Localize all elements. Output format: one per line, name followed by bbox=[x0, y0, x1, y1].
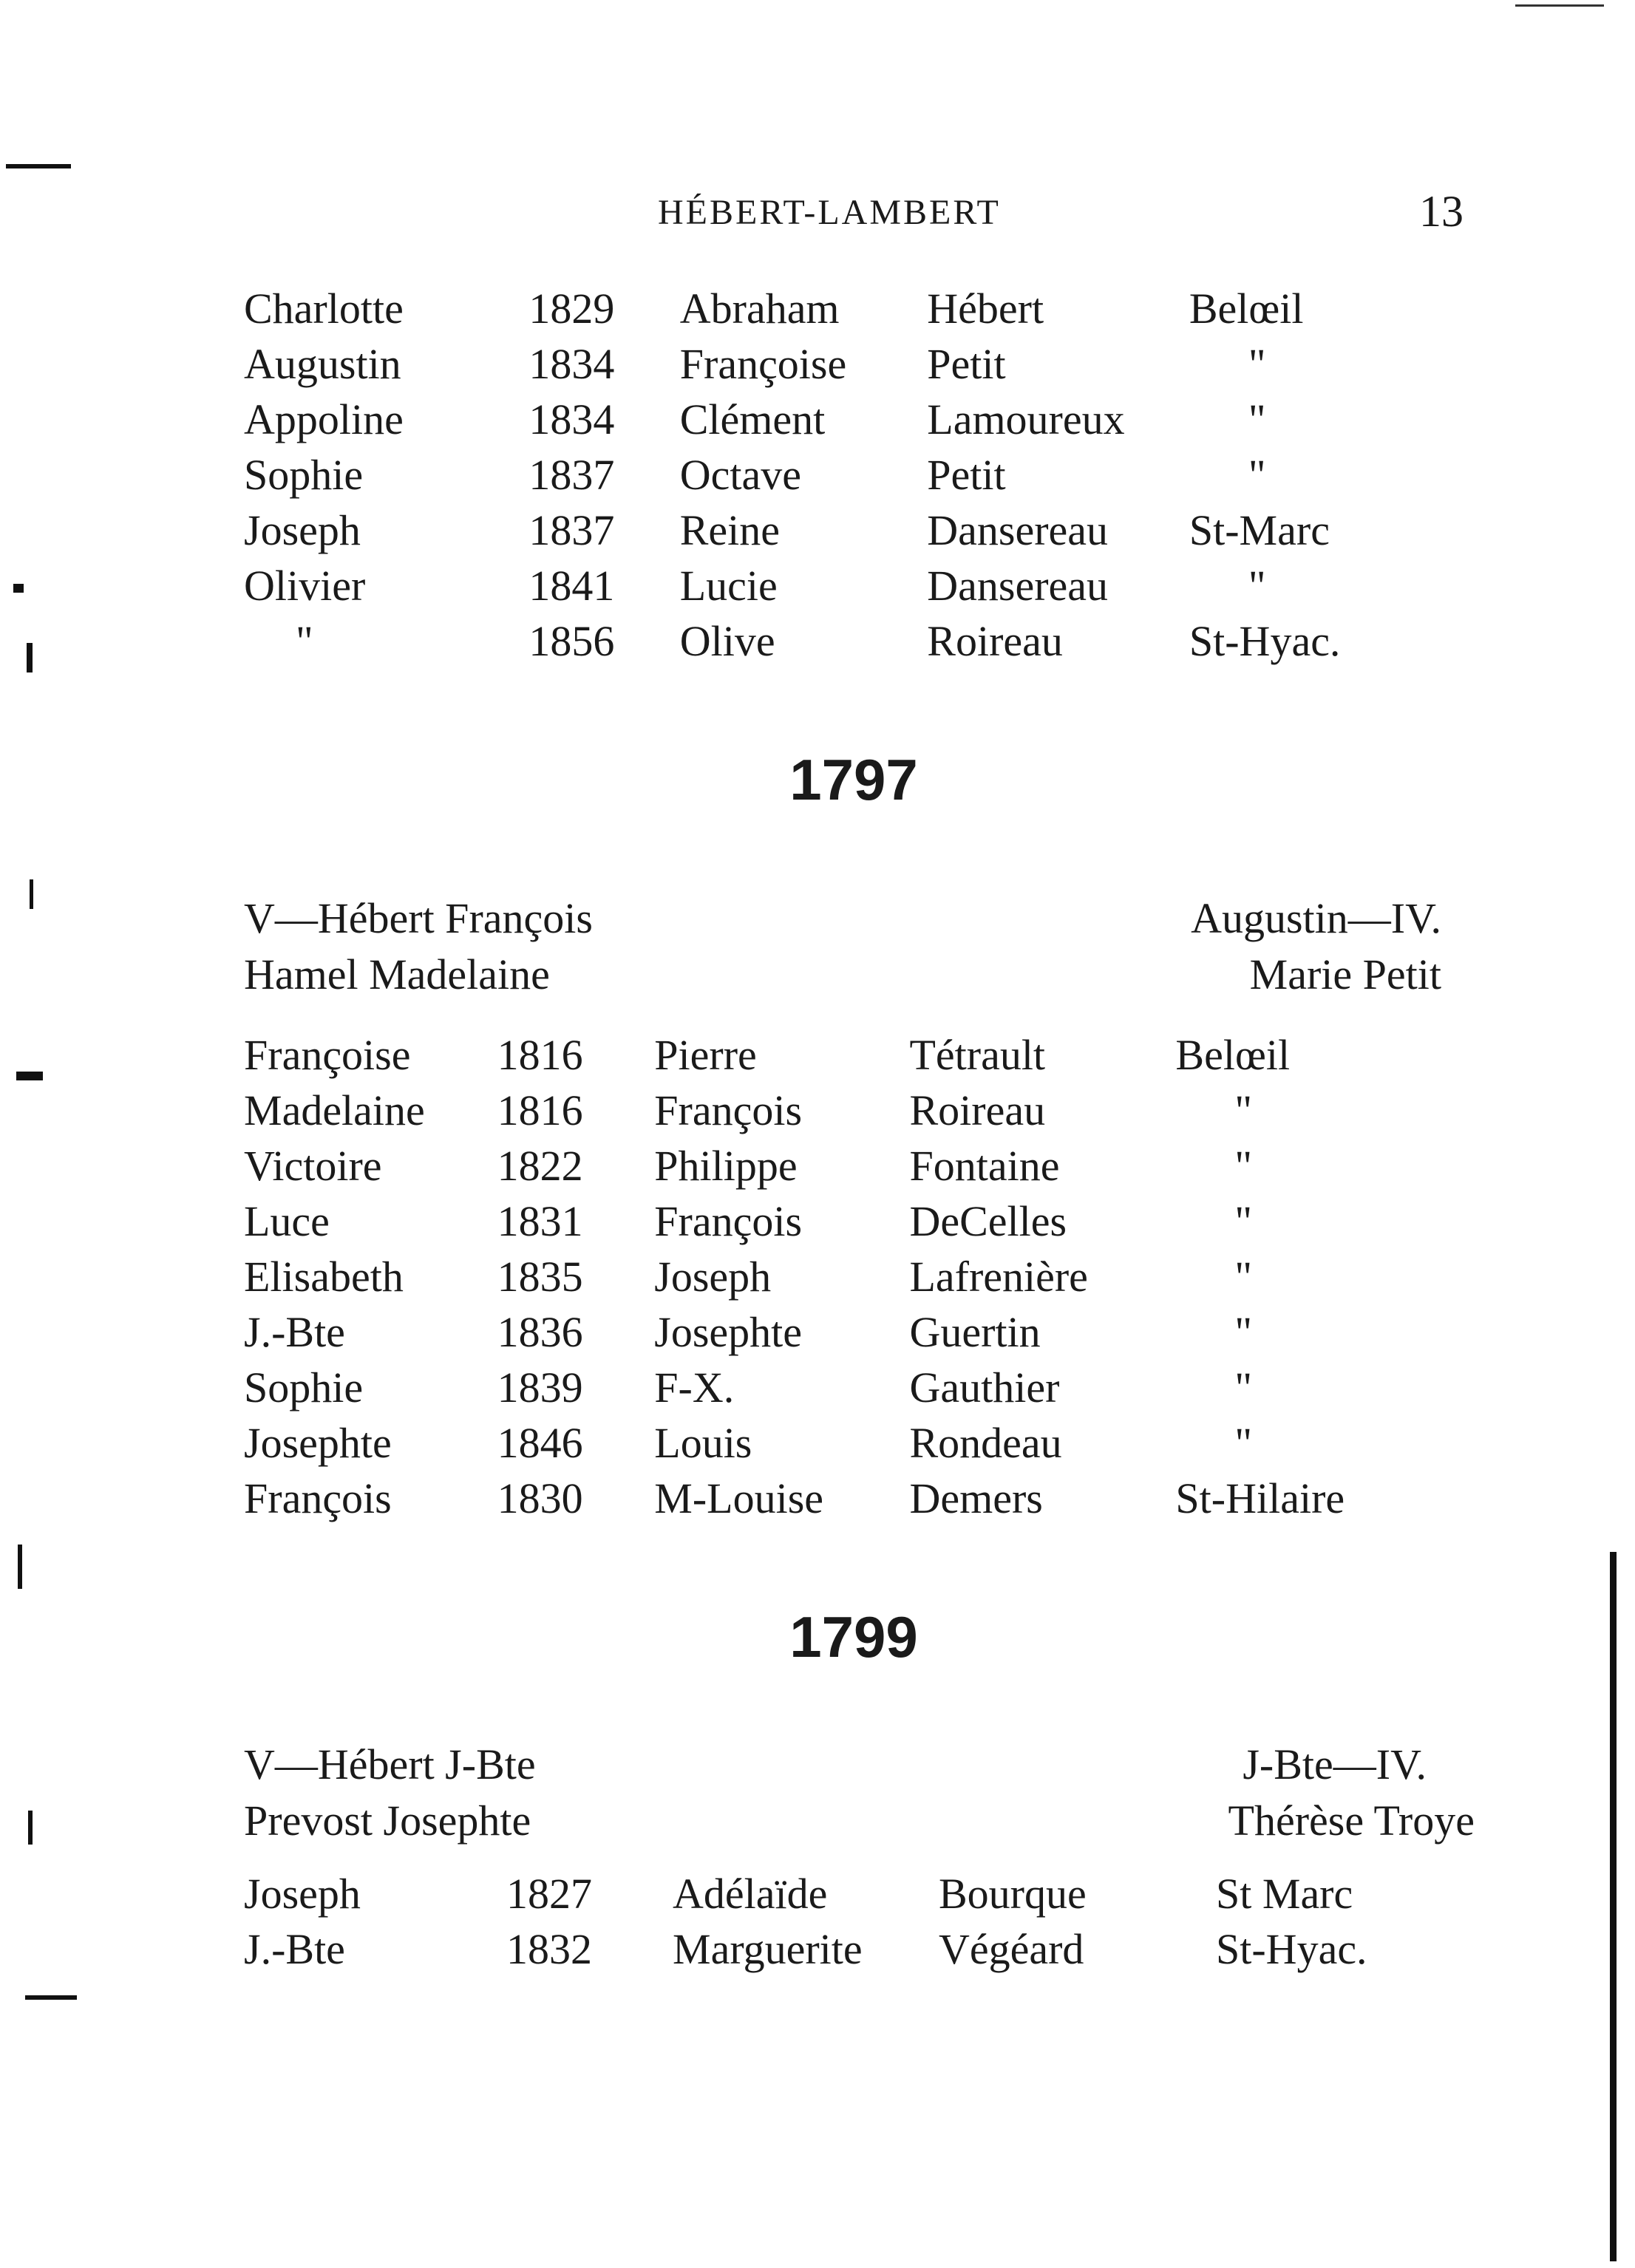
spouse-first-name: François bbox=[654, 1197, 803, 1245]
parish-ditto: " bbox=[1248, 451, 1266, 499]
margin-mark bbox=[27, 643, 33, 672]
table-row bbox=[244, 613, 1464, 669]
spouse-last-name: Fontaine bbox=[909, 1142, 1060, 1190]
margin-mark bbox=[6, 164, 71, 168]
spouse-last-name: Dansereau bbox=[927, 506, 1109, 554]
marriage-year: 1816 bbox=[497, 1031, 583, 1079]
spouse-last-name: Petit bbox=[927, 451, 1006, 499]
spouse-last-name: Tétrault bbox=[909, 1031, 1046, 1079]
spouse-last-name: Guertin bbox=[909, 1308, 1041, 1356]
wife-name: Hamel Madelaine bbox=[244, 950, 550, 998]
child-name: François bbox=[244, 1474, 392, 1522]
parish: Belœil bbox=[1175, 1031, 1291, 1079]
spouse-first-name: M-Louise bbox=[654, 1474, 824, 1522]
spouse-last-name: Bourque bbox=[939, 1870, 1087, 1918]
children-table bbox=[244, 1866, 1460, 1977]
parish: St-Marc bbox=[1189, 506, 1330, 554]
marriage-year: 1839 bbox=[497, 1363, 583, 1411]
child-name: Sophie bbox=[244, 1363, 364, 1411]
spouse-first-name: F-X. bbox=[654, 1363, 735, 1411]
wife-row bbox=[244, 1793, 1475, 1849]
marriage-year: 1837 bbox=[528, 506, 615, 554]
marriage-year: 1832 bbox=[506, 1925, 592, 1973]
marriage-year: 1846 bbox=[497, 1419, 583, 1467]
margin-mark bbox=[13, 584, 24, 593]
table-row bbox=[244, 281, 1464, 336]
spouse-last-name: Lamoureux bbox=[927, 395, 1125, 443]
marriage-year: 1836 bbox=[497, 1308, 583, 1356]
children-table bbox=[244, 1027, 1464, 1526]
marriage-year-heading: 1797 bbox=[789, 747, 918, 812]
table-row bbox=[244, 503, 1464, 558]
child-name-ditto: " bbox=[296, 617, 313, 665]
spouse-first-name: Pierre bbox=[654, 1031, 757, 1079]
husband-parents: J-Bte—IV. bbox=[1243, 1740, 1427, 1788]
child-name: Josephte bbox=[244, 1419, 392, 1467]
parish-ditto: " bbox=[1234, 1253, 1253, 1301]
running-title: HÉBERT-LAMBERT bbox=[658, 193, 1001, 232]
child-name: Charlotte bbox=[244, 285, 404, 333]
child-name: Olivier bbox=[244, 562, 366, 610]
spouse-first-name: Philippe bbox=[654, 1142, 798, 1190]
table-row bbox=[244, 392, 1464, 447]
margin-mark bbox=[28, 1811, 33, 1845]
parish-ditto: " bbox=[1234, 1419, 1253, 1467]
marriage-year: 1834 bbox=[528, 340, 615, 388]
parish-ditto: " bbox=[1234, 1363, 1253, 1411]
child-name: Joseph bbox=[244, 506, 361, 554]
table-row bbox=[244, 1138, 1464, 1193]
spouse-last-name: Hébert bbox=[927, 285, 1044, 333]
marriage-year: 1829 bbox=[528, 285, 615, 333]
spouse-last-name: Rondeau bbox=[909, 1419, 1062, 1467]
child-name: Elisabeth bbox=[244, 1253, 404, 1301]
husband-row bbox=[244, 1737, 1464, 1793]
children-table bbox=[244, 281, 1464, 669]
table-row bbox=[244, 1304, 1464, 1360]
wife-parents: Marie Petit bbox=[1249, 950, 1441, 998]
spouse-last-name: Dansereau bbox=[927, 562, 1109, 610]
parents-block bbox=[244, 1737, 1475, 1849]
table-row bbox=[244, 1027, 1464, 1083]
parish-ditto: " bbox=[1234, 1308, 1253, 1356]
spouse-last-name: Végéard bbox=[939, 1925, 1084, 1973]
marriage-year: 1837 bbox=[528, 451, 615, 499]
marriage-year: 1830 bbox=[497, 1474, 583, 1522]
spouse-last-name: Roireau bbox=[927, 617, 1063, 665]
spouse-last-name: Petit bbox=[927, 340, 1006, 388]
child-name: Madelaine bbox=[244, 1086, 425, 1134]
binding-edge-rule bbox=[1610, 1552, 1617, 2261]
marriage-year: 1834 bbox=[528, 395, 615, 443]
wife-parents: Thérèse Troye bbox=[1228, 1797, 1475, 1845]
wife-row bbox=[244, 947, 1464, 1003]
spouse-first-name: Françoise bbox=[679, 340, 847, 388]
child-name: Victoire bbox=[244, 1142, 382, 1190]
margin-mark bbox=[16, 1072, 43, 1080]
marriage-year: 1856 bbox=[528, 617, 615, 665]
husband-row bbox=[244, 890, 1464, 947]
child-name: J.-Bte bbox=[244, 1308, 345, 1356]
parish-ditto: " bbox=[1248, 562, 1266, 610]
child-name: Augustin bbox=[244, 340, 401, 388]
parish-ditto: " bbox=[1248, 395, 1266, 443]
parish: Belœil bbox=[1189, 285, 1304, 333]
table-row bbox=[244, 336, 1464, 392]
marriage-year: 1841 bbox=[528, 562, 615, 610]
parents-block bbox=[244, 890, 1464, 1003]
spouse-first-name: Octave bbox=[679, 451, 801, 499]
marriage-year: 1816 bbox=[497, 1086, 583, 1134]
marriage-year: 1831 bbox=[497, 1197, 583, 1245]
child-name: Françoise bbox=[244, 1031, 411, 1079]
spouse-last-name: Roireau bbox=[909, 1086, 1046, 1134]
husband-parents: Augustin—IV. bbox=[1191, 894, 1441, 942]
child-name: Joseph bbox=[244, 1870, 361, 1918]
spouse-last-name: Lafrenière bbox=[909, 1253, 1088, 1301]
spouse-first-name: Lucie bbox=[679, 562, 778, 610]
parish-ditto: " bbox=[1234, 1197, 1253, 1245]
spouse-first-name: Louis bbox=[654, 1419, 752, 1467]
spouse-last-name: DeCelles bbox=[909, 1197, 1067, 1245]
parish: St-Hyac. bbox=[1216, 1925, 1367, 1973]
marriage-year: 1835 bbox=[497, 1253, 583, 1301]
margin-mark bbox=[30, 879, 33, 909]
parish-ditto: " bbox=[1248, 340, 1266, 388]
spouse-first-name: Abraham bbox=[679, 285, 840, 333]
marriage-year: 1827 bbox=[506, 1870, 592, 1918]
husband-name: V—Hébert J-Bte bbox=[244, 1740, 536, 1788]
child-name: J.-Bte bbox=[244, 1925, 345, 1973]
table-row bbox=[244, 1866, 1460, 1921]
top-edge-rule bbox=[1515, 4, 1604, 7]
spouse-last-name: Demers bbox=[909, 1474, 1043, 1522]
table-row bbox=[244, 1415, 1464, 1471]
table-row bbox=[244, 1193, 1464, 1249]
table-row bbox=[244, 1083, 1464, 1138]
margin-mark bbox=[18, 1545, 22, 1589]
spouse-first-name: Josephte bbox=[654, 1308, 803, 1356]
page-number: 13 bbox=[1419, 187, 1464, 236]
child-name: Sophie bbox=[244, 451, 364, 499]
parish-ditto: " bbox=[1234, 1142, 1253, 1190]
husband-name: V—Hébert François bbox=[244, 894, 593, 942]
running-head bbox=[244, 186, 1464, 238]
spouse-first-name: Clément bbox=[679, 395, 826, 443]
child-name: Appoline bbox=[244, 395, 404, 443]
spouse-first-name: François bbox=[654, 1086, 803, 1134]
marriage-year: 1822 bbox=[497, 1142, 583, 1190]
marriage-year-heading: 1799 bbox=[789, 1604, 918, 1669]
child-name: Luce bbox=[244, 1197, 330, 1245]
table-row bbox=[244, 447, 1464, 503]
spouse-last-name: Gauthier bbox=[909, 1363, 1060, 1411]
table-row bbox=[244, 558, 1464, 613]
wife-name: Prevost Josephte bbox=[244, 1797, 531, 1845]
spouse-first-name: Joseph bbox=[654, 1253, 772, 1301]
table-row bbox=[244, 1249, 1464, 1304]
table-row bbox=[244, 1921, 1460, 1977]
parish-ditto: " bbox=[1234, 1086, 1253, 1134]
table-row bbox=[244, 1471, 1464, 1526]
margin-mark bbox=[25, 1995, 77, 2000]
parish: St Marc bbox=[1216, 1870, 1353, 1918]
parish: St-Hyac. bbox=[1189, 617, 1341, 665]
spouse-first-name: Olive bbox=[679, 617, 775, 665]
spouse-first-name: Adélaïde bbox=[673, 1870, 828, 1918]
spouse-first-name: Marguerite bbox=[673, 1925, 863, 1973]
parish: St-Hilaire bbox=[1175, 1474, 1345, 1522]
spouse-first-name: Reine bbox=[679, 506, 781, 554]
table-row bbox=[244, 1360, 1464, 1415]
